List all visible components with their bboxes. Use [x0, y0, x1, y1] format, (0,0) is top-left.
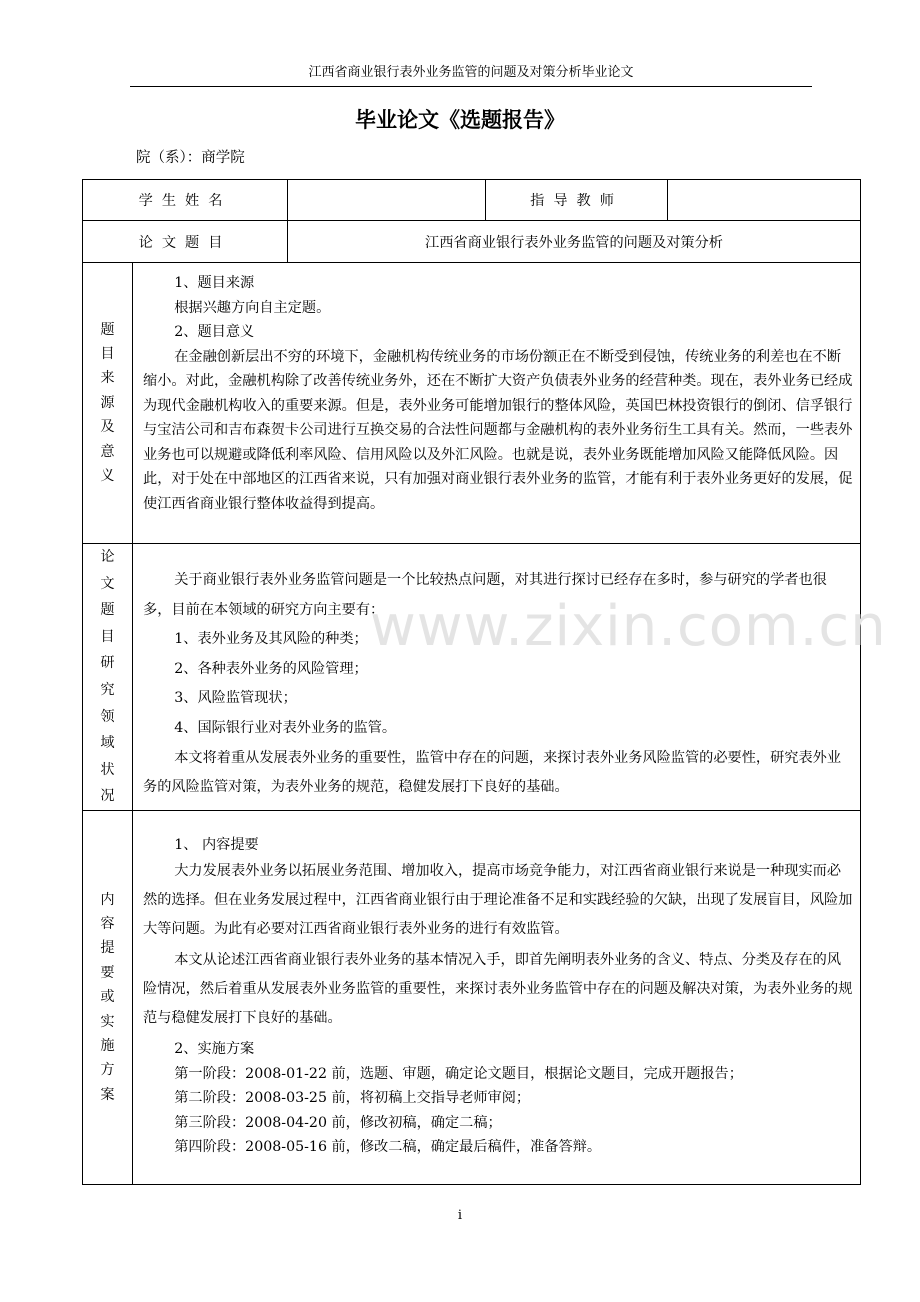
section-content-plan	[133, 810, 861, 1184]
topic-label: 论文题目	[83, 221, 288, 263]
paragraph: 关于商业银行表外业务监管问题是一个比较热点问题，对其进行探讨已经存在多时，参与研究的学者也很多，目前在本领域的研究方向主要有：	[143, 572, 827, 618]
paragraph: 4、国际银行业对表外业务的监管。	[174, 719, 397, 736]
section-row-plan	[83, 810, 861, 1184]
paragraph: 大力发展表外业务以拓展业务范围、增加收入，提高市场竞争能力，对江西省商业银行来说是一种现实而必然的选择。但在业务发展过程中，江西省商业银行由于理论准备不足和实践经验的欠缺，出现了发展盲目，风险加大等问题。为此有必要对江西省商业银行表外业务的进行有效监管。	[143, 863, 853, 938]
paragraph: 本文从论述江西省商业银行表外业务的基本情况入手，即首先阐明表外业务的含义、特点、分类及存在的风险情况，然后着重从发展表外业务监管的重要性，来探讨表外业务监管中存在的问题及解决对策，为表外业务的规范与稳健发展打下良好的基础。	[143, 952, 853, 1027]
paragraph: 在金融创新层出不穷的环境下，金融机构传统业务的市场份额正在不断受到侵蚀，传统业务的利差也在不断缩小。对此，金融机构除了改善传统业务外，还在不断扩大资产负债表外业务的经营种类。现在，表外业务已经成为现代金融机构收入的重要来源。但是，表外业务可能增加银行的整体风险，英国巴林投资银行的倒闭、信孚银行与宝洁公司和吉布森贺卡公司进行互换交易的合法性问题都与金融机构的表外业务衍生工具有关。然而，一些表外业务也可以规避或降低利率风险、信用风险以及外汇风险。也就是说，表外业务既能增加风险又能降低风险。因此，对于处在中部地区的江西省来说，只有加强对商业银行表外业务的监管，才能有利于表外业务更好的发展，促使江西省商业银行整体收益得到提高。	[143, 348, 853, 512]
section-label-plan: 内容提要或实施方案	[83, 810, 133, 1184]
watermark: www.zixin.com.cn	[370, 594, 887, 659]
paragraph: 3、风险监管现状；	[174, 690, 297, 707]
section-row-research	[83, 544, 861, 811]
department-line: 院（系）：商学院	[136, 150, 245, 166]
topic-report-form	[82, 179, 861, 1185]
paragraph: 1、 内容提要	[174, 836, 259, 853]
running-header: 江西省商业银行表外业务监管的问题及对策分析毕业论文	[130, 64, 812, 87]
section-label-research: 论文题目研究领域状况	[83, 544, 133, 811]
student-name-label: 学生姓名	[83, 180, 288, 221]
paragraph: 根据兴趣方向自主定题。	[174, 299, 331, 316]
advisor-name-field[interactable]	[668, 180, 861, 221]
section-content-source	[133, 263, 861, 544]
topic-value: 江西省商业银行表外业务监管的问题及对策分析	[288, 221, 861, 263]
paragraph: 第四阶段：2008-05-16 前，修改二稿，确定最后稿件，准备答辩。	[174, 1139, 602, 1156]
advisor-label: 指导教师	[486, 180, 668, 221]
document-title: 毕业论文《选题报告》	[355, 107, 565, 132]
paragraph: 第一阶段：2008-01-22 前，选题、审题，确定论文题目，根据论文题目，完成开题报告；	[174, 1065, 743, 1082]
page-number: i	[457, 1208, 463, 1223]
paragraph: 1、表外业务及其风险的种类；	[174, 631, 368, 648]
paragraph: 1、题目来源	[174, 275, 255, 291]
section-label-source: 题目来源及意义	[83, 263, 133, 544]
paragraph: 2、各种表外业务的风险管理；	[174, 660, 368, 677]
section-content-research	[133, 544, 861, 811]
paragraph: 2、题目意义	[174, 324, 255, 340]
paragraph: 第三阶段：2008-04-20 前，修改初稿，确定二稿；	[174, 1114, 502, 1131]
paragraph: 第二阶段：2008-03-25 前，将初稿上交指导老师审阅；	[174, 1090, 531, 1107]
student-name-field[interactable]	[288, 180, 486, 221]
section-row-source	[83, 263, 861, 544]
paragraph: 2、实施方案	[174, 1041, 255, 1058]
info-row-2	[83, 221, 861, 263]
paragraph: 本文将着重从发展表外业务的重要性，监管中存在的问题，来探讨表外业务风险监管的必要性，研究表外业务的风险监管对策，为表外业务的规范，稳健发展打下良好的基础。	[143, 749, 842, 796]
info-row-1	[83, 180, 861, 221]
